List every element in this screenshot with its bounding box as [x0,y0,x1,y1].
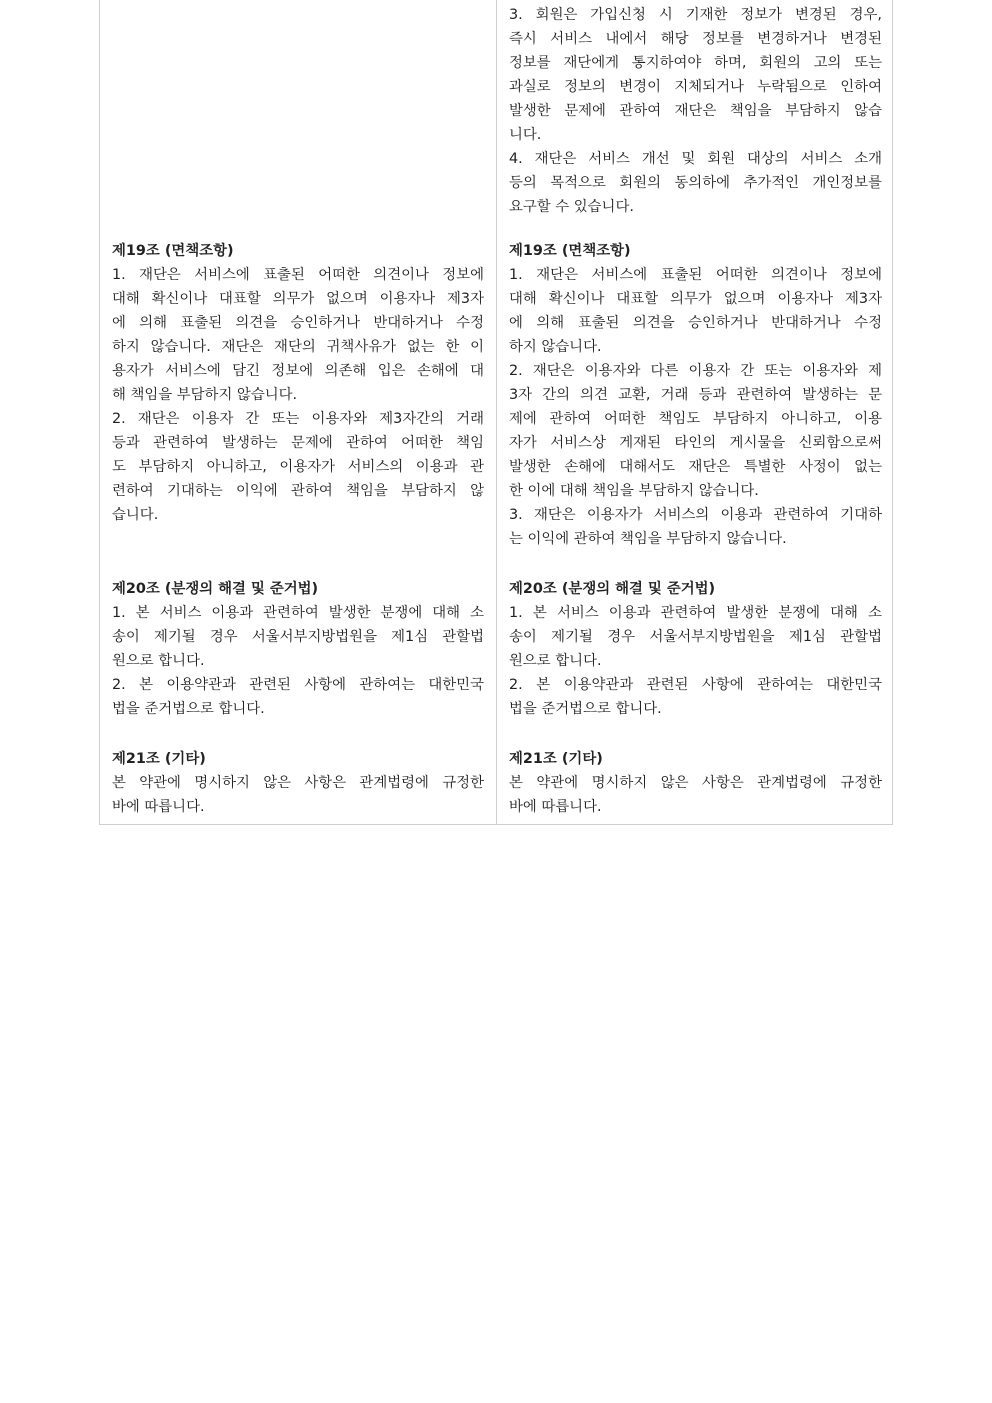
text-line: 1. 재단은 서비스에 표출된 어떠한 의견이나 정보에 [112,267,484,283]
text-line: 2. 본 이용약관과 관련된 사항에 관하여는 대한민국 [509,677,882,693]
article-heading: 제19조 (면책조항) [112,243,234,259]
article-heading: 제19조 (면책조항) [509,243,631,259]
right-top-block [509,3,882,219]
text-line: 3자 간의 의견 교환, 거래 등과 관련하여 발생하는 문 [509,387,882,403]
text-line: 원으로 합니다. [509,653,602,669]
text-line: 2. 재단은 이용자 간 또는 이용자와 제3자간의 거래 [112,411,484,427]
text-line: 련하여 기대하는 이익에 관하여 책임을 부담하지 않 [112,483,484,499]
text-line: 에 의해 표출된 의견을 승인하거나 반대하거나 수정 [112,315,484,331]
text-line: 습니다. [112,507,159,523]
right-article-20 [509,577,882,721]
comparison-table [99,0,893,825]
text-line: 바에 따릅니다. [112,799,205,815]
text-line: 바에 따릅니다. [509,799,602,815]
left-article-19 [112,239,484,527]
text-line: 송이 제기될 경우 서울서부지방법원을 제1심 관할법 [112,629,484,645]
text-line: 원으로 합니다. [112,653,205,669]
article-heading: 제21조 (기타) [509,751,603,767]
text-line: 과실로 정보의 변경이 지체되거나 누락됨으로 인하여 [509,79,882,95]
text-line: 도 부담하지 아니하고, 이용자가 서비스의 이용과 관 [112,459,484,475]
column-divider [496,0,497,824]
text-line: 1. 본 서비스 이용과 관련하여 발생한 분쟁에 대해 소 [509,605,882,621]
text-line: 대해 확신이나 대표할 의무가 없으며 이용자나 제3자 [112,291,484,307]
text-line: 용자가 서비스에 담긴 정보에 의존해 입은 손해에 대 [112,363,484,379]
text-line: 본 약관에 명시하지 않은 사항은 관계법령에 규정한 [509,775,882,791]
text-line: 한 이에 대해 책임을 부담하지 않습니다. [509,483,759,499]
article-heading: 제20조 (분쟁의 해결 및 준거법) [112,581,319,597]
text-line: 제에 관하여 어떠한 책임도 부담하지 아니하고, 이용 [509,411,882,427]
text-line: 하지 않습니다. 재단은 재단의 귀책사유가 없는 한 이 [112,339,484,355]
article-heading: 제20조 (분쟁의 해결 및 준거법) [509,581,716,597]
text-line: 2. 본 이용약관과 관련된 사항에 관하여는 대한민국 [112,677,484,693]
text-line: 등과 관련하여 발생하는 문제에 관하여 어떠한 책임 [112,435,484,451]
text-line: 에 의해 표출된 의견을 승인하거나 반대하거나 수정 [509,315,882,331]
text-line: 발생한 문제에 관하여 재단은 책임을 부담하지 않습 [509,103,882,119]
text-line: 2. 재단은 이용자와 다른 이용자 간 또는 이용자와 제 [509,363,882,379]
text-line: 는 이익에 관하여 책임을 부담하지 않습니다. [509,531,787,547]
text-line: 해 책임을 부담하지 않습니다. [112,387,298,403]
text-line: 정보를 재단에게 통지하여야 하며, 회원의 고의 또는 [509,55,882,71]
text-line: 본 약관에 명시하지 않은 사항은 관계법령에 규정한 [112,775,484,791]
left-article-20 [112,577,484,721]
text-line: 1. 재단은 서비스에 표출된 어떠한 의견이나 정보에 [509,267,882,283]
text-line: 3. 재단은 이용자가 서비스의 이용과 관련하여 기대하 [509,507,882,523]
text-line: 송이 제기될 경우 서울서부지방법원을 제1심 관할법 [509,629,882,645]
text-line: 자가 서비스상 게재된 타인의 게시물을 신뢰함으로써 [509,435,882,451]
article-heading: 제21조 (기타) [112,751,206,767]
left-article-21 [112,747,484,819]
right-article-21 [509,747,882,819]
text-line: 4. 재단은 서비스 개선 및 회원 대상의 서비스 소개 [509,151,882,167]
text-line: 즉시 서비스 내에서 해당 정보를 변경하거나 변경된 [509,31,882,47]
text-line: 법을 준거법으로 합니다. [112,701,265,717]
text-line: 1. 본 서비스 이용과 관련하여 발생한 분쟁에 대해 소 [112,605,484,621]
text-line: 발생한 손해에 대해서도 재단은 특별한 사정이 없는 [509,459,882,475]
text-line: 하지 않습니다. [509,339,602,355]
text-line: 니다. [509,127,542,143]
text-line: 대해 확신이나 대표할 의무가 없으며 이용자나 제3자 [509,291,882,307]
text-line: 법을 준거법으로 합니다. [509,701,662,717]
text-line: 3. 회원은 가입신청 시 기재한 정보가 변경된 경우, [509,7,882,23]
text-line: 요구할 수 있습니다. [509,199,634,215]
right-article-19 [509,239,882,551]
text-line: 등의 목적으로 회원의 동의하에 추가적인 개인정보를 [509,175,882,191]
